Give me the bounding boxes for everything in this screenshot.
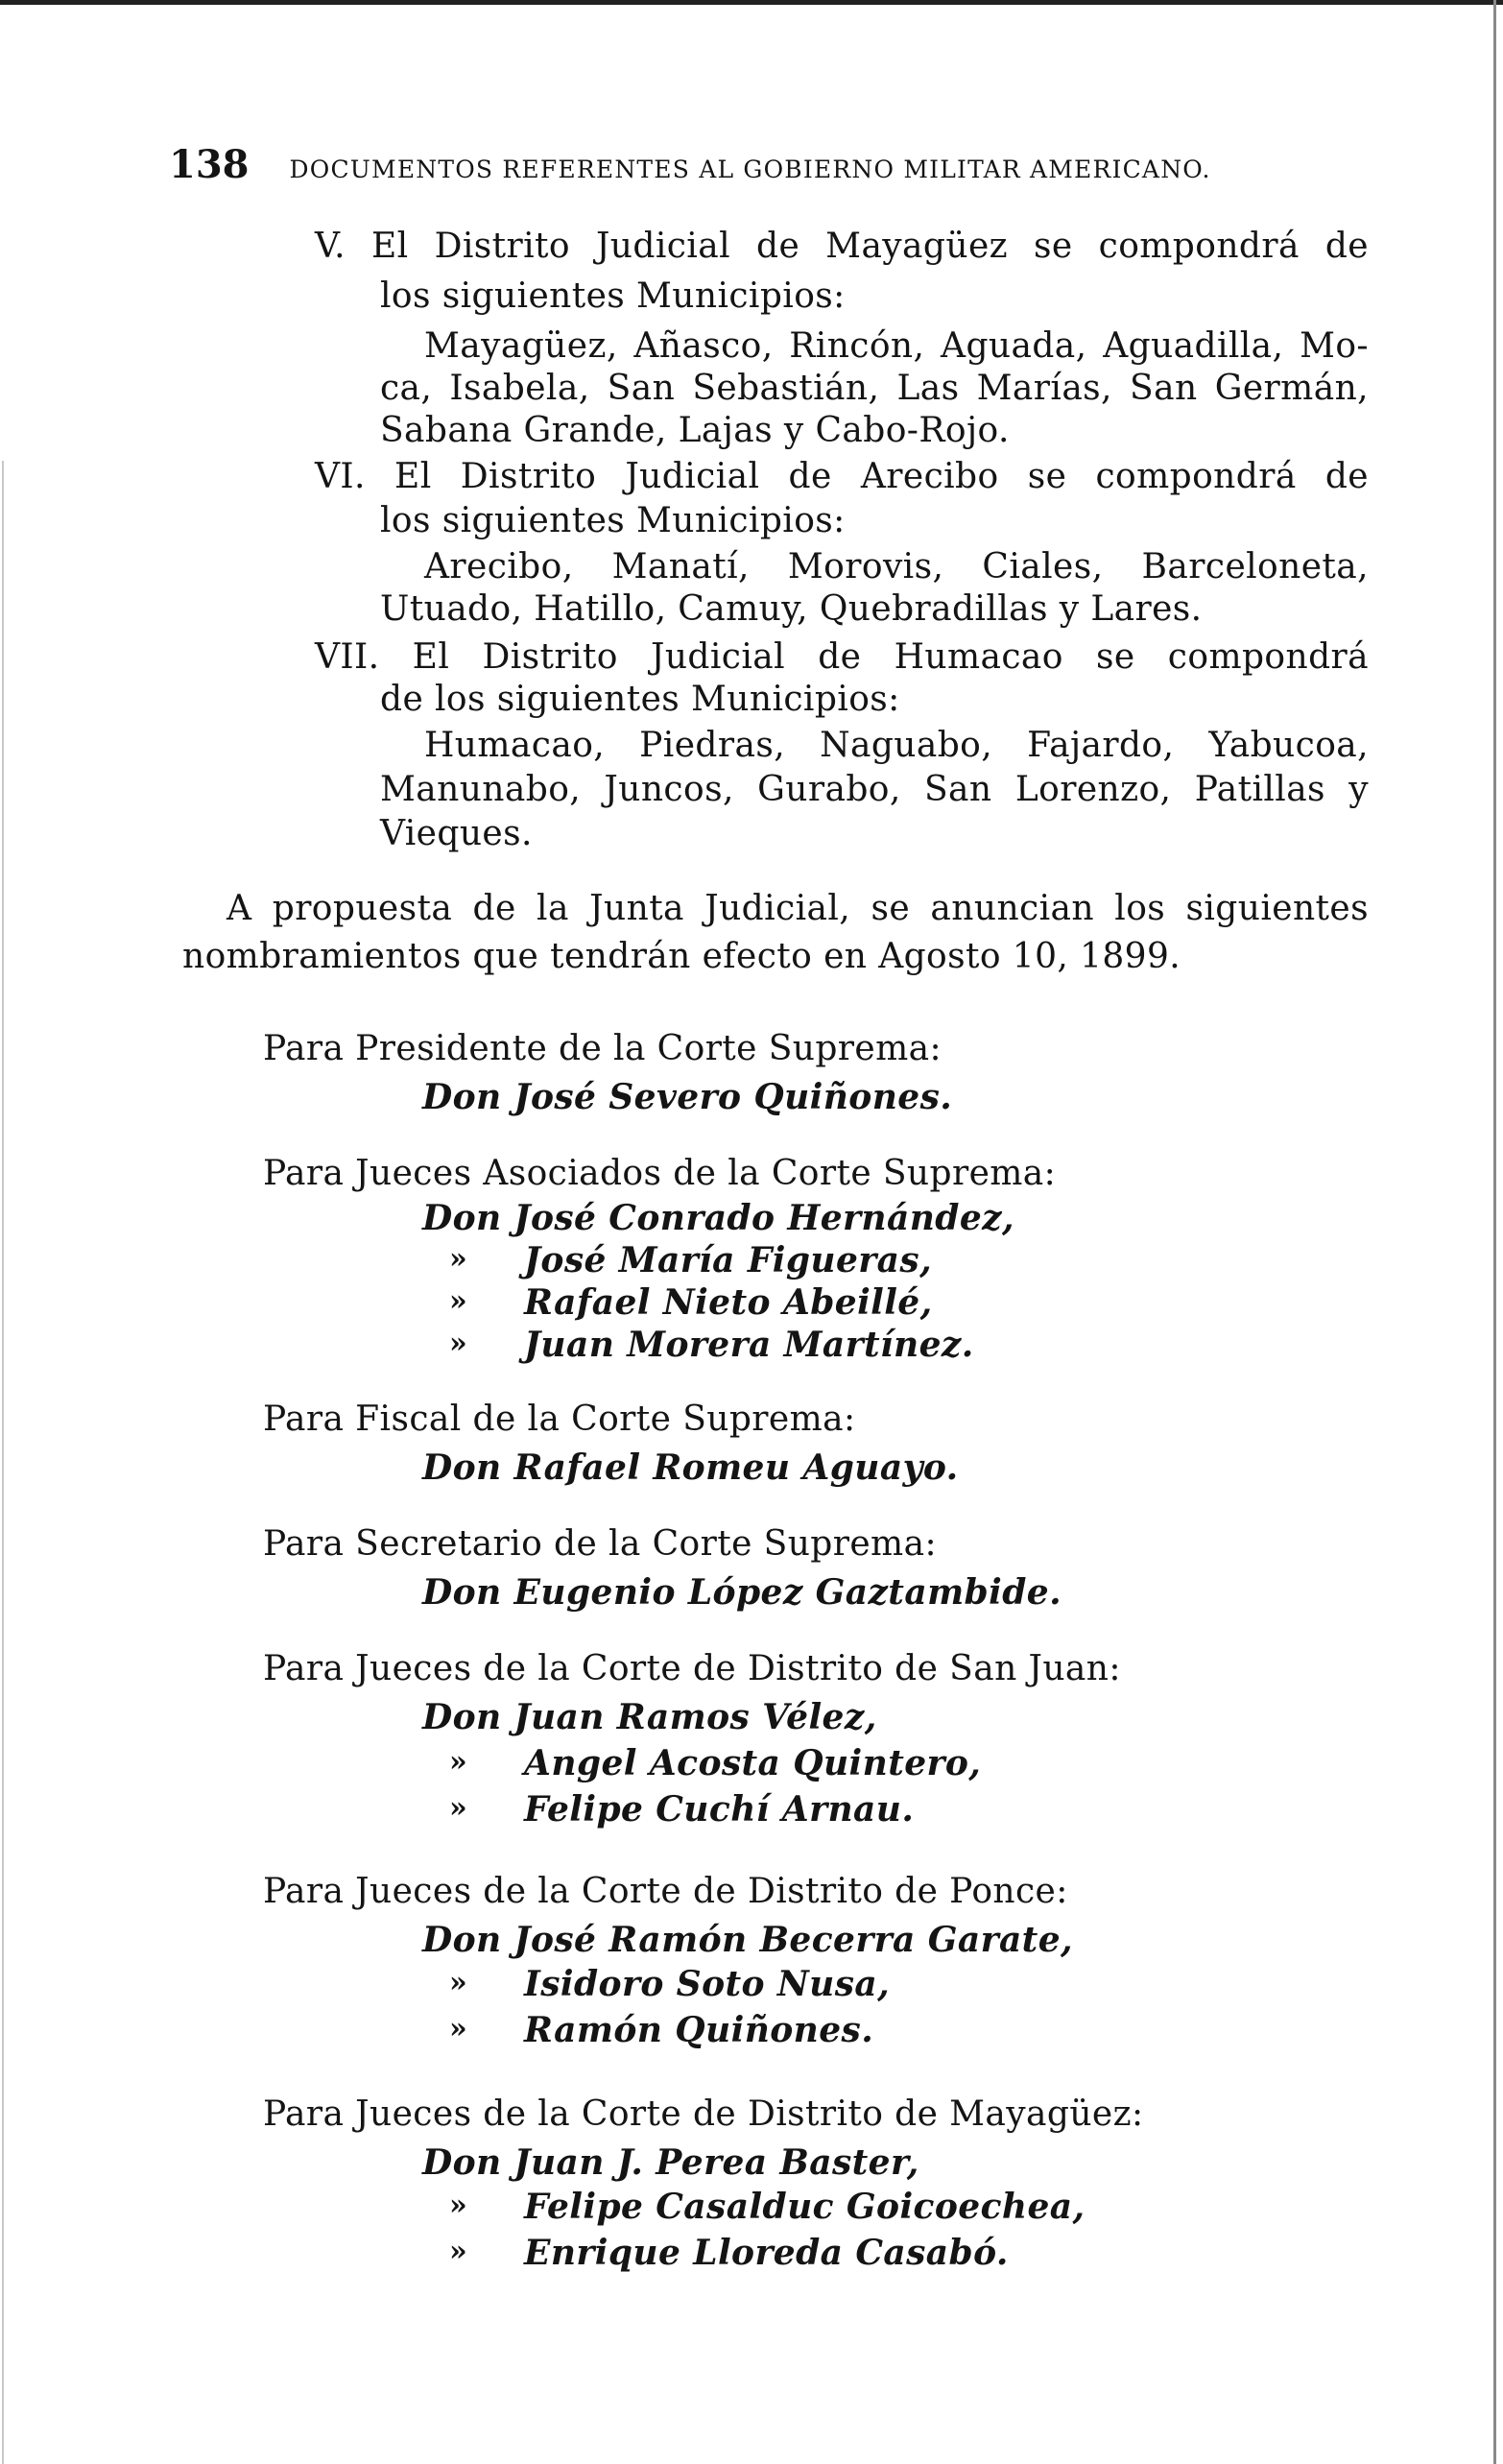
appointee-asociado-4: Juan Morera Martínez. bbox=[524, 1325, 974, 1365]
appointee-asociado-3: Rafael Nieto Abeillé, bbox=[524, 1282, 933, 1323]
ditto-mark: » bbox=[449, 1242, 467, 1276]
district-vi-line-2: los siguientes Municipios: bbox=[380, 501, 846, 540]
appointee-mayaguez-2: Felipe Casalduc Goicoechea, bbox=[524, 2187, 1086, 2227]
right-page-edge bbox=[1493, 0, 1496, 2464]
district-vi-line-3: Arecibo, Manatí, Morovis, Ciales, Barceloneta, bbox=[424, 547, 1369, 586]
page-number: 138 bbox=[169, 142, 250, 187]
page-header bbox=[169, 142, 1369, 187]
appointee-san-juan-2: Angel Acosta Quintero, bbox=[524, 1743, 982, 1783]
running-head: DOCUMENTOS REFERENTES AL GOBIERNO MILITAR AMERICANO. bbox=[289, 155, 1211, 183]
section-heading-jueces-asociados: Para Jueces Asociados de la Corte Suprema: bbox=[263, 1154, 1057, 1193]
ditto-mark: » bbox=[449, 2235, 467, 2268]
appointee-mayaguez-3: Enrique Lloreda Casabó. bbox=[524, 2233, 1009, 2273]
ditto-mark: » bbox=[449, 1284, 467, 1318]
ditto-mark: » bbox=[449, 1966, 467, 1999]
district-vii-line-2: de los siguientes Municipios: bbox=[380, 680, 900, 719]
district-v-line-1: V. El Distrito Judicial de Mayagüez se compondrá de bbox=[315, 227, 1369, 266]
section-heading-fiscal: Para Fiscal de la Corte Suprema: bbox=[263, 1399, 856, 1439]
district-vii-line-3: Humacao, Piedras, Naguabo, Fajardo, Yabucoa, bbox=[424, 726, 1369, 765]
ditto-mark: » bbox=[449, 1791, 467, 1825]
appointee-presidente: Don José Severo Quiñones. bbox=[422, 1077, 953, 1117]
ditto-mark: » bbox=[449, 2012, 467, 2045]
appointee-ponce-3: Ramón Quiñones. bbox=[524, 2010, 874, 2050]
appointee-asociado-1: Don José Conrado Hernández, bbox=[422, 1198, 1014, 1238]
appointee-ponce-2: Isidoro Soto Nusa, bbox=[524, 1964, 891, 2004]
district-vi-line-4: Utuado, Hatillo, Camuy, Quebradillas y Lares. bbox=[380, 589, 1203, 629]
ditto-mark: » bbox=[449, 1327, 467, 1360]
intro-line-2: nombramientos que tendrán efecto en Agosto 10, 1899. bbox=[182, 937, 1181, 976]
appointee-mayaguez-1: Don Juan J. Perea Baster, bbox=[422, 2142, 919, 2183]
district-vii-line-4: Manunabo, Juncos, Gurabo, San Lorenzo, Patillas y bbox=[380, 770, 1369, 809]
district-vi-line-1: VI. El Distrito Judicial de Arecibo se compondrá de bbox=[315, 457, 1369, 496]
appointee-asociado-2: José María Figueras, bbox=[524, 1240, 933, 1280]
appointee-san-juan-1: Don Juan Ramos Vélez, bbox=[422, 1697, 877, 1737]
district-v-line-4: ca, Isabela, San Sebastián, Las Marías, San Germán, bbox=[380, 369, 1369, 408]
appointee-fiscal: Don Rafael Romeu Aguayo. bbox=[422, 1447, 959, 1488]
appointee-secretario: Don Eugenio López Gaztambide. bbox=[422, 1572, 1062, 1613]
intro-line-1: A propuesta de la Junta Judicial, se anuncian los siguientes bbox=[227, 889, 1369, 928]
district-v-line-2: los siguientes Municipios: bbox=[380, 276, 846, 316]
district-vii-line-5: Vieques. bbox=[380, 814, 533, 853]
left-page-edge bbox=[2, 461, 4, 2464]
section-heading-ponce: Para Jueces de la Corte de Distrito de Ponce: bbox=[263, 1872, 1068, 1911]
section-heading-san-juan: Para Jueces de la Corte de Distrito de San Juan: bbox=[263, 1649, 1121, 1688]
district-v-line-3: Mayagüez, Añasco, Rincón, Aguada, Aguadilla, Mo- bbox=[424, 326, 1369, 366]
section-heading-presidente: Para Presidente de la Corte Suprema: bbox=[263, 1029, 942, 1068]
section-heading-secretario: Para Secretario de la Corte Suprema: bbox=[263, 1524, 937, 1564]
section-heading-mayaguez: Para Jueces de la Corte de Distrito de Mayagüez: bbox=[263, 2094, 1144, 2134]
district-vii-line-1: VII. El Distrito Judicial de Humacao se compondrá bbox=[315, 637, 1369, 677]
appointee-san-juan-3: Felipe Cuchí Arnau. bbox=[524, 1789, 915, 1830]
district-v-line-5: Sabana Grande, Lajas y Cabo-Rojo. bbox=[380, 411, 1010, 450]
ditto-mark: » bbox=[449, 2189, 467, 2222]
appointee-ponce-1: Don José Ramón Becerra Garate, bbox=[422, 1920, 1073, 1960]
ditto-mark: » bbox=[449, 1745, 467, 1779]
top-rule bbox=[0, 0, 1503, 5]
